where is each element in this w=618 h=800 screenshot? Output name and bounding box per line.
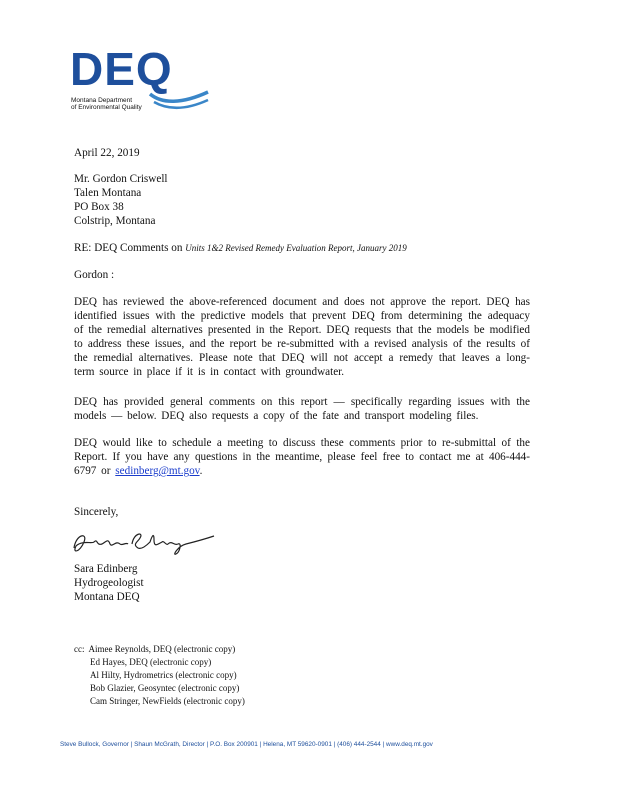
signature-image xyxy=(68,522,218,562)
cc-row xyxy=(74,695,245,708)
email-link[interactable]: sedinberg@mt.gov xyxy=(115,465,200,477)
recipient-city: Colstrip, Montana xyxy=(74,215,156,227)
paragraph-3-text: DEQ would like to schedule a meeting to discuss these comments prior to re-submittal of the Report. If you have any questions in the meantime, please feel free to contact me at 406-444-6797 or xyxy=(74,437,530,477)
wave-icon xyxy=(148,88,210,112)
closing: Sincerely, xyxy=(74,506,119,518)
subject-prefix: RE: DEQ Comments on xyxy=(74,242,183,254)
cc-row xyxy=(74,656,245,669)
cc-row xyxy=(74,669,245,682)
logo-subtitle-1: Montana Department xyxy=(71,97,133,104)
paragraph-3-end: . xyxy=(199,465,203,477)
signer-block xyxy=(74,562,144,604)
cc-item: Ed Hayes, DEQ (electronic copy) xyxy=(90,657,212,667)
body-paragraph-3 xyxy=(74,436,530,478)
cc-item: Al Hilty, Hydrometrics (electronic copy) xyxy=(90,670,237,680)
signer-title: Hydrogeologist xyxy=(74,577,144,589)
cc-item: Cam Stringer, NewFields (electronic copy) xyxy=(90,696,245,706)
signer-name: Sara Edinberg xyxy=(74,563,138,575)
subject-line xyxy=(74,241,407,255)
subject-title: Units 1&2 Revised Remedy Evaluation Report xyxy=(185,243,353,253)
signer-org: Montana DEQ xyxy=(74,591,140,603)
salutation: Gordon : xyxy=(74,269,115,281)
cc-row xyxy=(74,682,245,695)
recipient-name: Mr. Gordon Criswell xyxy=(74,173,168,185)
logo-subtitle-2: of Environmental Quality xyxy=(71,104,142,111)
cc-list xyxy=(74,643,245,708)
logo-wordmark: DEQ xyxy=(70,43,173,95)
recipient-company: Talen Montana xyxy=(74,187,142,199)
body-paragraph-1: DEQ has reviewed the above-referenced document and does not approve the report. DEQ has identified issues with the predictive models that prevent DEQ from determining the adequacy of the remedial alternatives presented in the Report. DEQ requests that the models be modified to address these issues, and the report be re-submitted with a revised analysis of the results of the remedial alternatives. Please note that DEQ will not accept a remedy that leaves a long-term source in place if it is in contact with groundwater. xyxy=(74,296,530,378)
cc-row xyxy=(74,643,245,656)
cc-label: cc: xyxy=(74,644,85,654)
recipient-address xyxy=(74,172,168,228)
letterhead-footer: Steve Bullock, Governor | Shaun McGrath, Director | P.O. Box 200901 | Helena, MT 59620-0901 | (406) 444-2544 | www.deq.mt.gov xyxy=(60,741,433,748)
cc-item: Bob Glazier, Geosyntec (electronic copy) xyxy=(90,683,240,693)
recipient-pobox: PO Box 38 xyxy=(74,201,124,213)
subject-date: , January 2019 xyxy=(352,243,407,253)
deq-logo xyxy=(70,43,210,114)
letter-date: April 22, 2019 xyxy=(74,147,140,159)
cc-item: Aimee Reynolds, DEQ (electronic copy) xyxy=(88,644,236,654)
body-paragraph-2: DEQ has provided general comments on this report — specifically regarding issues with the models — below. DEQ also requests a copy of the fate and transport modeling files. xyxy=(74,396,530,422)
